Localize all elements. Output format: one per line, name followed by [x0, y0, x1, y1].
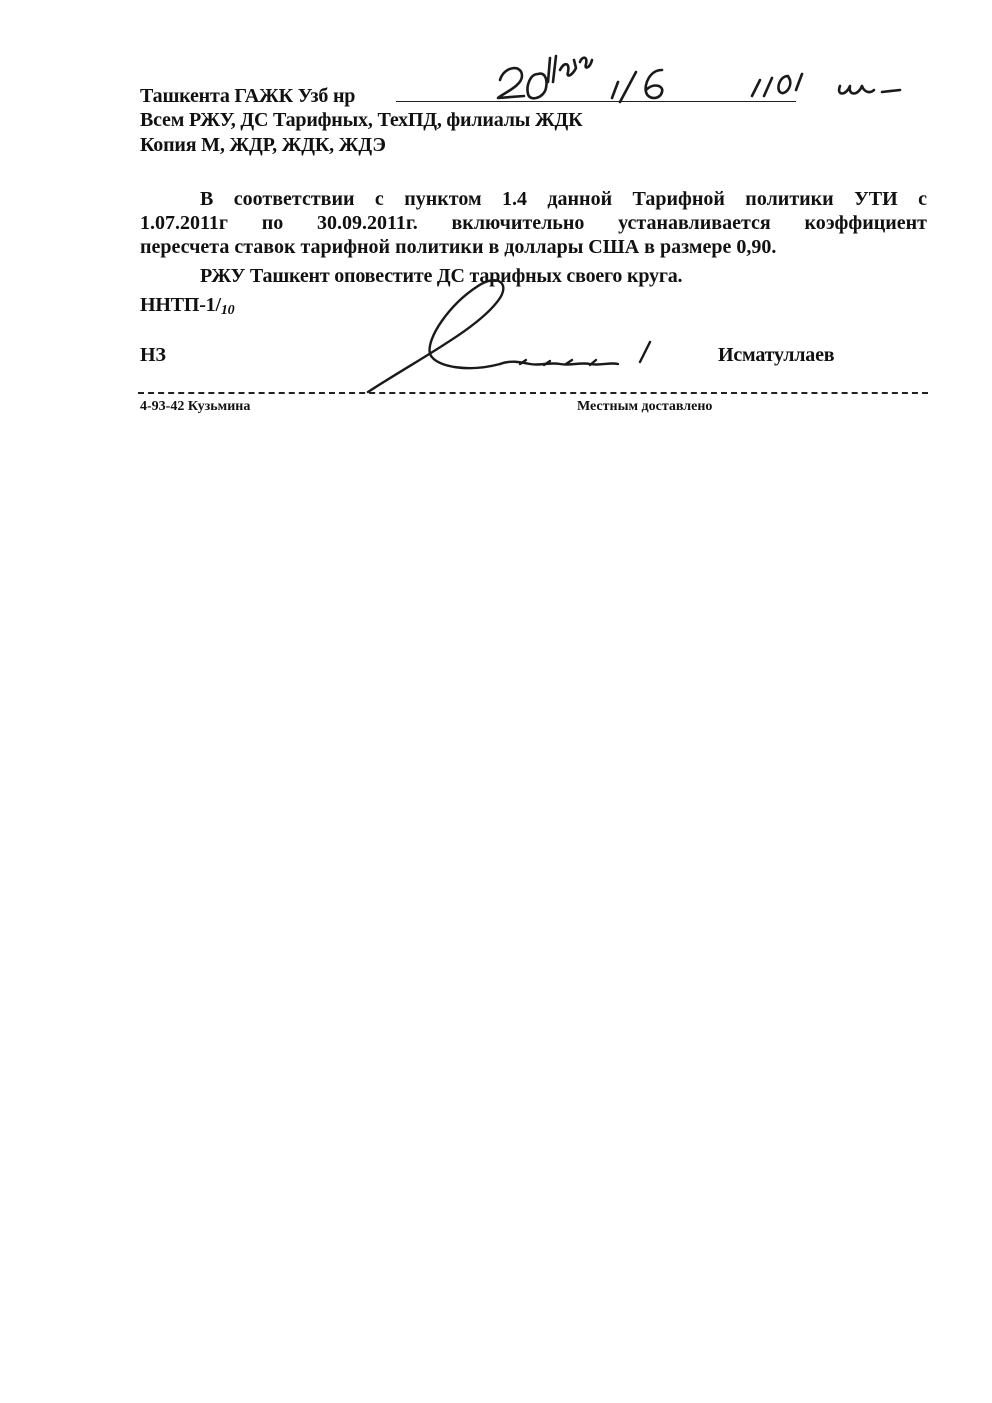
- footer-delivery-note: Местным доставлено: [577, 399, 713, 414]
- handwritten-signature: [360, 268, 670, 398]
- paragraph-1-line-3: пересчета ставок тарифной политики в доллары США в размере 0,90.: [140, 236, 777, 258]
- footer-contact: 4-93-42 Кузьмина: [140, 399, 251, 414]
- document-code-text: ННТП-1/: [140, 294, 221, 316]
- initials-code: НЗ: [140, 344, 166, 366]
- body-paragraph-2: РЖУ Ташкент оповестите ДС тарифных своего круга.: [200, 265, 683, 287]
- handwritten-registration-number: [490, 52, 930, 112]
- paragraph-1-line-1: В соответствии с пунктом 1.4 данной Тарифной политики УТИ с: [200, 188, 927, 210]
- footer-separator: [138, 392, 928, 394]
- copy-line: Копия М, ЖДР, ЖДК, ЖДЭ: [140, 134, 386, 156]
- recipients-line: Всем РЖУ, ДС Тарифных, ТехПД, филиалы ЖДК: [140, 109, 583, 131]
- signatory-name: Исматуллаев: [718, 344, 835, 366]
- addressee-line: Ташкента ГАЖК Узб нр: [140, 85, 356, 107]
- document-code-suffix: 10: [220, 303, 235, 318]
- document-code: [140, 293, 234, 323]
- paragraph-1-line-2: 1.07.2011г по 30.09.2011г. включительно устанавливается коэффициент: [140, 212, 927, 234]
- body-paragraph-1: [140, 187, 927, 259]
